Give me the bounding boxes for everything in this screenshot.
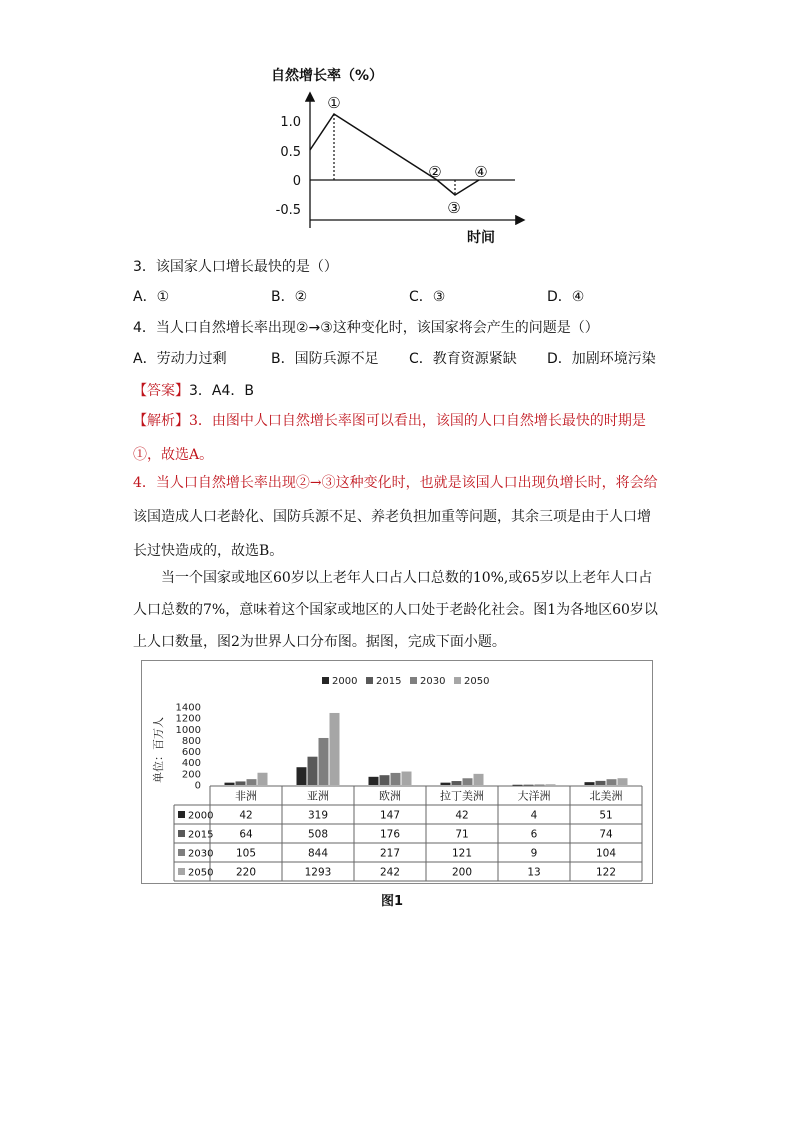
category-label-非洲: 非洲 — [235, 789, 257, 803]
point-label-4: ④ — [474, 163, 488, 181]
q3-option-d: D．④ — [547, 289, 585, 305]
q3-option-b: B．② — [271, 289, 308, 305]
q4-option-c: C．教育资源紧缺 — [409, 351, 517, 367]
category-label-北美洲: 北美洲 — [589, 789, 623, 803]
table-series-label-2015: 2015 — [188, 829, 214, 841]
analysis-label: 【解析】 — [133, 413, 189, 429]
bar-北美洲-2030 — [607, 779, 617, 785]
bar-拉丁美洲-2000 — [441, 783, 451, 785]
bar-北美洲-2015 — [596, 781, 606, 785]
bar-拉丁美洲-2015 — [452, 781, 462, 785]
analysis-p1-text: 3．由图中人口自然增长率图可以看出，该国的人口自然增长最快的时期是①，故选A。 — [133, 413, 646, 463]
x-axis-title: 时间 — [467, 230, 495, 246]
table-cell-2000-亚洲: 319 — [307, 809, 329, 822]
table-cell-2050-欧洲: 242 — [379, 866, 401, 879]
bar-非洲-2030 — [247, 779, 257, 785]
legend-label-2015: 2015 — [376, 676, 402, 687]
legend-label-2030: 2030 — [420, 676, 446, 687]
q4-option-d: D．加剧环境污染 — [547, 351, 656, 367]
bar-大洋洲-2000 — [513, 785, 523, 786]
growth-rate-line — [310, 114, 479, 195]
legend-swatch-2050 — [454, 677, 461, 684]
bar-欧洲-2030 — [391, 773, 401, 785]
point-label-2: ② — [428, 163, 442, 181]
point-label-3: ③ — [447, 199, 461, 217]
growth-rate-chart — [265, 60, 535, 250]
q4-stem: 4．当人口自然增长率出现②→③这种变化时，该国家将会产生的问题是（） — [133, 320, 599, 336]
analysis-p2 — [133, 466, 663, 568]
analysis-p1 — [133, 404, 663, 472]
bar-欧洲-2000 — [369, 777, 379, 785]
bar-大洋洲-2030 — [535, 784, 545, 785]
table-swatch-2000 — [178, 811, 185, 818]
table-cell-2000-北美洲: 51 — [599, 809, 613, 822]
table-swatch-2030 — [178, 849, 185, 856]
y-tick-1400: 1400 — [175, 702, 201, 714]
table-cell-2030-非洲: 105 — [235, 847, 257, 860]
analysis-p2-red: 4．当人口自然增长率出现②→③这种变化时，也就是该国人口出现负增长时，将会给 — [133, 475, 658, 491]
table-cell-2030-亚洲: 844 — [307, 847, 329, 860]
table-cell-2015-大洋洲: 6 — [530, 828, 538, 841]
y-axis-title: 自然增长率（%） — [271, 68, 384, 84]
legend-label-2050: 2050 — [464, 676, 490, 687]
y-tick-2: 0.5 — [280, 145, 301, 160]
bar-亚洲-2030 — [319, 738, 329, 785]
legend-swatch-2030 — [410, 677, 417, 684]
bar-欧洲-2015 — [380, 775, 390, 785]
table-cell-2015-北美洲: 74 — [599, 828, 613, 841]
q4-option-a: A．劳动力过剩 — [133, 351, 227, 367]
table-cell-2030-大洋洲: 9 — [530, 847, 538, 860]
figure-1-frame — [141, 660, 653, 884]
answer-label: 【答案】 — [133, 383, 189, 399]
table-swatch-2015 — [178, 830, 185, 837]
bar-北美洲-2000 — [585, 782, 595, 785]
bar-亚洲-2050 — [330, 713, 340, 785]
table-cell-2015-欧洲: 176 — [379, 828, 401, 841]
table-cell-2030-欧洲: 217 — [379, 847, 401, 860]
point-label-1: ① — [327, 94, 341, 112]
bar-亚洲-2015 — [308, 757, 318, 785]
table-cell-2015-拉丁美洲: 71 — [455, 828, 469, 841]
y-tick-1200: 1200 — [175, 713, 201, 725]
analysis-p2-rest: 该国造成人口老龄化、国防兵源不足、养老负担加重等问题，其余三项是由于人口增长过快造成的，故选B。 — [133, 509, 651, 559]
table-cell-2050-大洋洲: 13 — [527, 866, 541, 879]
table-series-label-2030: 2030 — [188, 848, 214, 860]
legend-swatch-2015 — [366, 677, 373, 684]
y-tick-1: 1.0 — [280, 115, 301, 130]
bar-非洲-2000 — [225, 783, 235, 785]
table-cell-2015-非洲: 64 — [239, 828, 253, 841]
q3-option-a: A．① — [133, 289, 170, 305]
table-cell-2000-大洋洲: 4 — [530, 809, 538, 822]
bar-非洲-2050 — [258, 773, 268, 785]
q3-stem: 3．该国家人口增长最快的是（） — [133, 259, 338, 275]
table-cell-2000-拉丁美洲: 42 — [455, 809, 469, 822]
q3-option-c: C．③ — [409, 289, 446, 305]
bar-大洋洲-2015 — [524, 785, 534, 786]
bar-非洲-2015 — [236, 781, 246, 785]
table-cell-2000-非洲: 42 — [239, 809, 253, 822]
table-swatch-2050 — [178, 868, 185, 875]
y-tick-0: 0 — [194, 780, 201, 792]
category-label-大洋洲: 大洋洲 — [517, 789, 551, 803]
answer-text: 3．A4．B — [189, 383, 254, 399]
y-tick-1000: 1000 — [175, 724, 201, 736]
figure-caption: 图1 — [381, 894, 404, 909]
table-series-label-2050: 2050 — [188, 867, 214, 879]
y-tick-3: 0 — [292, 174, 301, 189]
table-cell-2050-拉丁美洲: 200 — [451, 866, 473, 879]
y-tick-600: 600 — [181, 747, 201, 759]
table-cell-2050-北美洲: 122 — [595, 866, 617, 879]
bar-chart — [142, 661, 652, 883]
table-cell-2030-北美洲: 104 — [595, 847, 617, 860]
intro-paragraph: 当一个国家或地区60岁以上老年人口占人口总数的10%,或65岁以上老年人口占人口总数的7%，意味着这个国家或地区的人口处于老龄化社会。图1为各地区60岁以上人口数量，图2为世界人口分布图。据图，完成下面小题。 — [133, 570, 658, 650]
y-tick-4: -0.5 — [275, 203, 301, 218]
bar-北美洲-2050 — [618, 778, 628, 785]
bar-大洋洲-2050 — [546, 784, 556, 785]
table-cell-2000-欧洲: 147 — [379, 809, 401, 822]
bar-拉丁美洲-2050 — [474, 774, 484, 785]
answer-line — [133, 380, 254, 400]
bar-拉丁美洲-2030 — [463, 778, 473, 785]
table-cell-2050-非洲: 220 — [235, 866, 257, 879]
bar-亚洲-2000 — [297, 767, 307, 785]
category-label-亚洲: 亚洲 — [307, 789, 329, 803]
y-axis-label: 单位：百万人 — [152, 717, 165, 783]
table-cell-2015-亚洲: 508 — [307, 828, 329, 841]
q4-option-b: B．国防兵源不足 — [271, 351, 379, 367]
table-cell-2050-亚洲: 1293 — [304, 866, 332, 879]
legend-label-2000: 2000 — [332, 676, 358, 687]
category-label-欧洲: 欧洲 — [379, 789, 401, 803]
y-tick-800: 800 — [181, 735, 201, 747]
y-tick-200: 200 — [181, 769, 201, 781]
table-series-label-2000: 2000 — [188, 810, 214, 822]
y-tick-400: 400 — [181, 758, 201, 770]
legend-swatch-2000 — [322, 677, 329, 684]
category-label-拉丁美洲: 拉丁美洲 — [440, 789, 484, 803]
bar-欧洲-2050 — [402, 772, 412, 785]
table-cell-2030-拉丁美洲: 121 — [451, 847, 473, 860]
